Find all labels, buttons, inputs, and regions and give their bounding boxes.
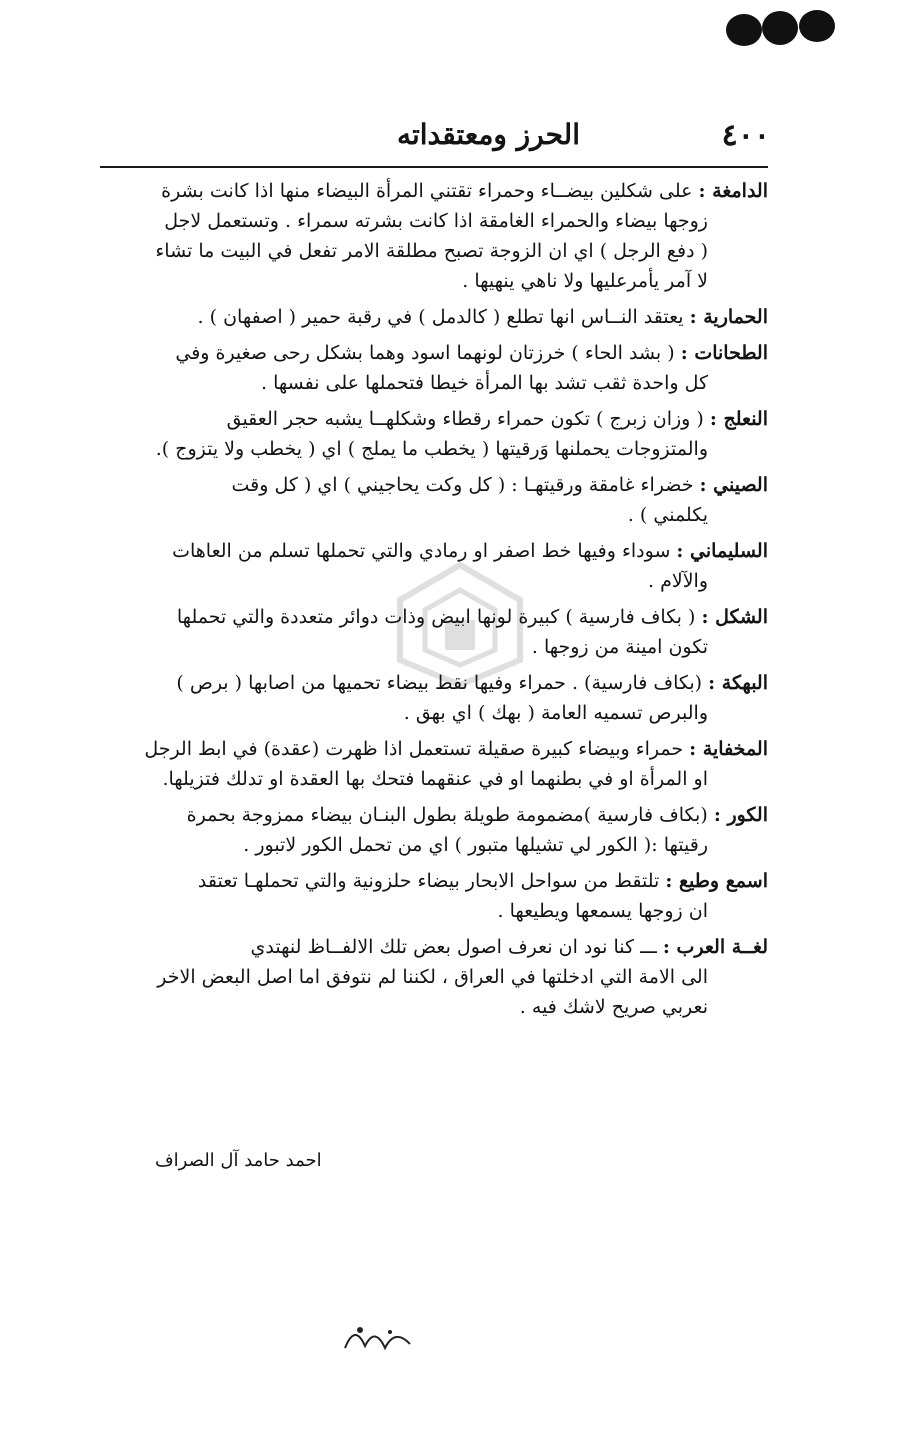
glossary-entry [113,932,768,1022]
entry-line [113,302,768,332]
library-stamp [340,1318,420,1358]
entry-line [113,536,768,566]
entry-line [113,830,768,860]
entry-line [113,866,768,896]
entry-line [113,962,768,992]
glossary-entry [113,668,768,728]
entry-term: النعلج : [709,408,768,430]
entry-line [113,992,768,1022]
page-number: ٤٠٠ [721,118,770,153]
entry-line [113,338,768,368]
entry-term: الصيني : [699,474,768,496]
entry-text: ( بشد الحاء ) خرزتان لونهما اسود وهما بشكل رحى صغيرة وفي [175,342,675,364]
entry-text: او المرأة او في بطنهما او في عنقهما فتحك بها العقدة او تدلك فتزيلها. [162,768,708,790]
entry-text: ( دفع الرجل ) اي ان الزوجة تصبح مطلقة الامر تفعل في البيت ما تشاء [155,240,708,262]
entry-text: على شكلين بيضــاء وحمراء تقتني المرأة البيضاء منها اذا كانت بشرة [161,180,693,202]
glossary-entry [113,536,768,596]
entry-line [113,734,768,764]
entry-term: لغــة العرب : [662,936,768,958]
entry-text: (بكاف فارسية) . حمراء وفيها نقط بيضاء تحميها من اصابها ( برص ) [176,672,703,694]
entry-line [113,764,768,794]
glossary-entry [113,404,768,464]
entry-term: الكور : [713,804,768,826]
entry-text: (بكاف فارسية )مضمومة طويلة بطول البنـان بيضاء ممزوجة بحمرة [186,804,708,826]
entry-line [113,236,768,266]
entry-text: لا آمر يأمرعليها ولا ناهي ينهيها . [462,270,708,292]
entry-term: الدامغة : [698,180,768,202]
entry-text: ـــ كنا نود ان نعرف اصول بعض تلك الالفــاظ لنهتدي [250,936,657,958]
glossary-entry [113,302,768,332]
entry-text: والآلام . [648,570,708,592]
entry-line [113,698,768,728]
entry-text: نعربي صريح لاشك فيه . [519,996,708,1018]
glossary-entry [113,470,768,530]
glossary-entry [113,602,768,662]
glossary-entry [113,338,768,398]
entry-text: رقيتها :( الكور لي تشيلها متبور ) اي من تحمل الكور لاتبور . [243,834,708,856]
entry-line [113,602,768,632]
entry-line [113,470,768,500]
entry-text: والبرص تسميه العامة ( بهك ) اي بهق . [403,702,708,724]
entry-line [113,404,768,434]
entry-text: الى الامة التي ادخلتها في العراق ، لكننا لم نتوفق اما اصل البعض الاخر [157,966,708,988]
entry-term: الشكل : [701,606,768,628]
entry-term: المخفاية : [689,738,768,760]
entry-line [113,500,768,530]
ink-blot-mark [722,8,842,48]
entry-term: اسمع وطيع : [665,870,768,892]
entry-line [113,668,768,698]
entry-line [113,632,768,662]
entry-line [113,932,768,962]
entry-text: ( بكاف فارسية ) كبيرة لونها ابيض وذات دوائر متعددة والتي تحملها [176,606,696,628]
entry-text: كل واحدة ثقب تشد بها المرأة خيطا فتحملها على نفسها . [261,372,708,394]
entry-line [113,896,768,926]
glossary-entry [113,866,768,926]
entry-text: يعتقد النــاس انها تطلع ( كالدمل ) في رقبة حمير ( اصفهان ) . [197,306,684,328]
page-header [120,118,770,162]
glossary-entry [113,800,768,860]
author-signature: احمد حامد آل الصراف [155,1150,322,1171]
entry-line [113,176,768,206]
entry-text: زوجها بيضاء والحمراء الغامقة اذا كانت بشرته سمراء . وتستعمل لاجل [164,210,708,232]
entry-term: الحمارية : [689,306,768,328]
entry-line [113,206,768,236]
running-title: الحرز ومعتقداته [396,118,580,151]
entry-term: الطحانات : [680,342,768,364]
entry-line [113,566,768,596]
entry-text: ان زوجها يسمعها ويطيعها . [497,900,708,922]
entry-text: تكون امينة من زوجها . [531,636,708,658]
entry-text: سوداء وفيها خط اصفر او رمادي والتي تحملها تسلم من العاهات [172,540,671,562]
entry-line [113,266,768,296]
header-rule [100,166,768,168]
entry-line [113,368,768,398]
entry-text: حمراء وبيضاء كبيرة صقيلة تستعمل اذا ظهرت (عقدة) في ابط الرجل [144,738,684,760]
entry-term: البهكة : [708,672,768,694]
entry-text: والمتزوجات يحملنها وَرقيتها ( يخطب ما يملج ) اي ( يخطب ولا يتزوج ). [155,438,708,460]
entry-term: السليماني : [676,540,768,562]
glossary-entry [113,176,768,296]
glossary-entry [113,734,768,794]
entry-text: ( وزان زبرج ) تكون حمراء رقطاء وشكلهــا يشبه حجر العقيق [226,408,704,430]
entry-text: تلتقط من سواحل الابحار بيضاء حلزونية والتي تحملهـا تعتقد [197,870,660,892]
entry-line [113,800,768,830]
entry-text: خضراء غامقة ورقيتهـا : ( كل وكت يحاجيني ) اي ( كل وقت [231,474,694,496]
entry-text: يكلمني ) . [627,504,708,526]
entry-line [113,434,768,464]
glossary-text [113,176,768,1028]
